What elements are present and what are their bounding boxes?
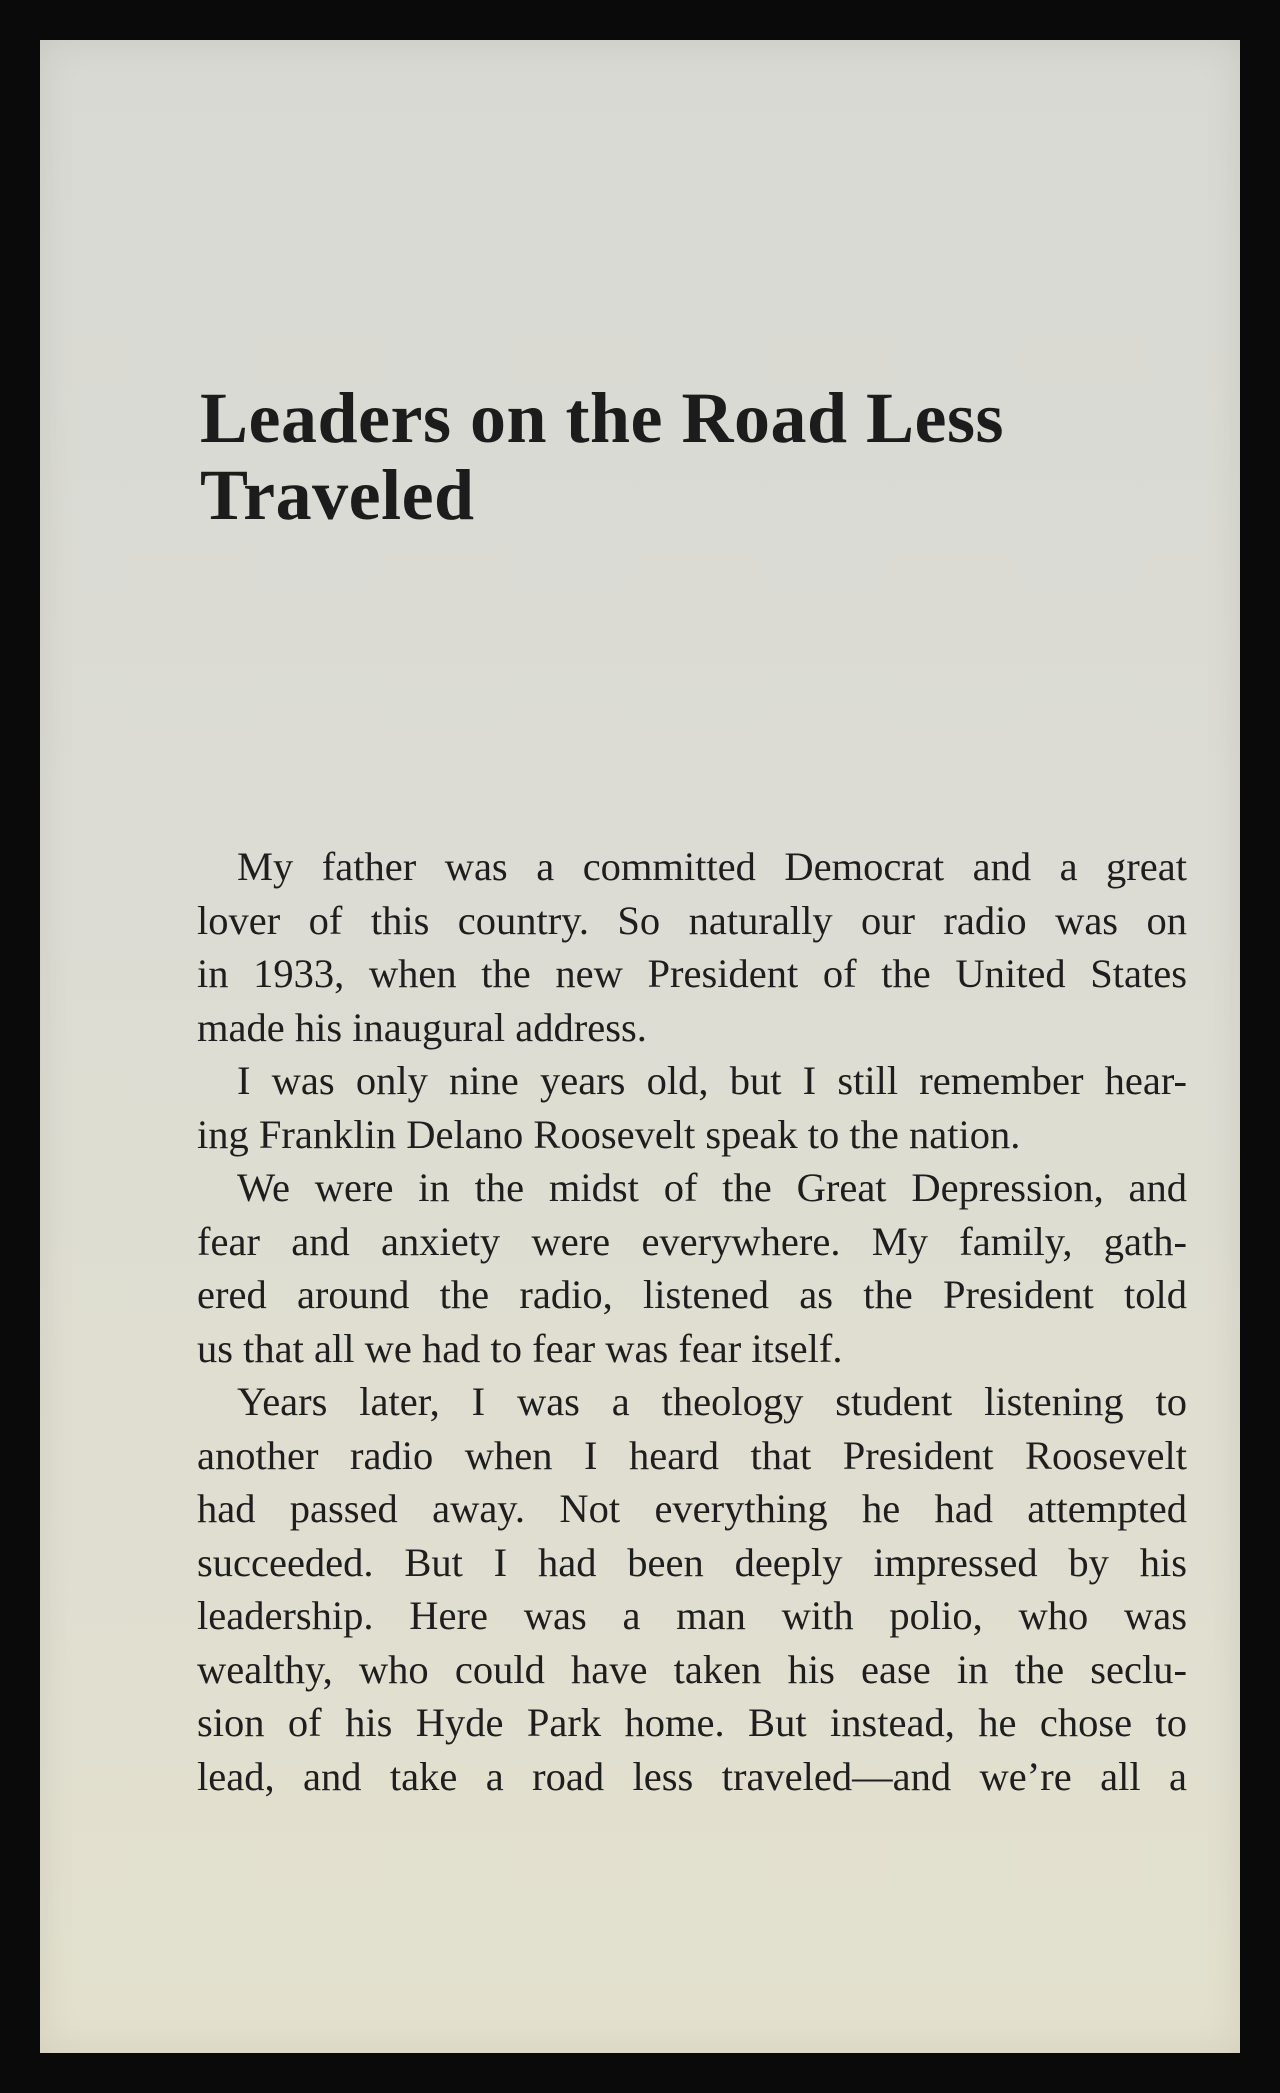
text-line: had passed away. Not everything he had attempted — [197, 1486, 1187, 1531]
text-line: sion of his Hyde Park home. But instead, he chose to — [197, 1700, 1187, 1745]
paragraph-1 — [197, 840, 1187, 1054]
text-line: lead, and take a road less traveled—and we’re all a — [197, 1753, 1187, 1799]
text-line: Years later, I was a theology student listening to — [237, 1379, 1187, 1424]
body-text — [197, 840, 1187, 1803]
paragraph-2 — [197, 1054, 1187, 1161]
paragraph-4 — [197, 1375, 1187, 1803]
text-line: another radio when I heard that President Roosevelt — [197, 1432, 1187, 1478]
text-line: made his inaugural address. — [197, 1004, 647, 1050]
text-line: in 1933, when the new President of the United States — [197, 951, 1187, 996]
text-line: lover of this country. So naturally our radio was on — [197, 897, 1187, 943]
chapter-title-line-1: Leaders on the Road Less — [200, 378, 1005, 458]
chapter-title — [200, 380, 1180, 534]
text-line: leadership. Here was a man with polio, who was — [197, 1593, 1187, 1638]
text-line: I was only nine years old, but I still remember hear- — [237, 1058, 1187, 1103]
chapter-title-line-2: Traveled — [200, 455, 475, 535]
text-line: us that all we had to fear was fear itself. — [197, 1325, 843, 1371]
book-page — [40, 40, 1240, 2053]
text-line: wealthy, who could have taken his ease in the seclu- — [197, 1646, 1187, 1692]
text-line: succeeded. But I had been deeply impressed by his — [197, 1539, 1187, 1585]
text-line: My father was a committed Democrat and a great — [237, 844, 1187, 889]
text-line: ing Franklin Delano Roosevelt speak to the nation. — [197, 1111, 1021, 1157]
text-line: fear and anxiety were everywhere. My family, gath- — [197, 1218, 1187, 1264]
text-line: We were in the midst of the Great Depression, and — [237, 1165, 1187, 1210]
paragraph-3 — [197, 1161, 1187, 1375]
text-line: ered around the radio, listened as the President told — [197, 1272, 1187, 1317]
